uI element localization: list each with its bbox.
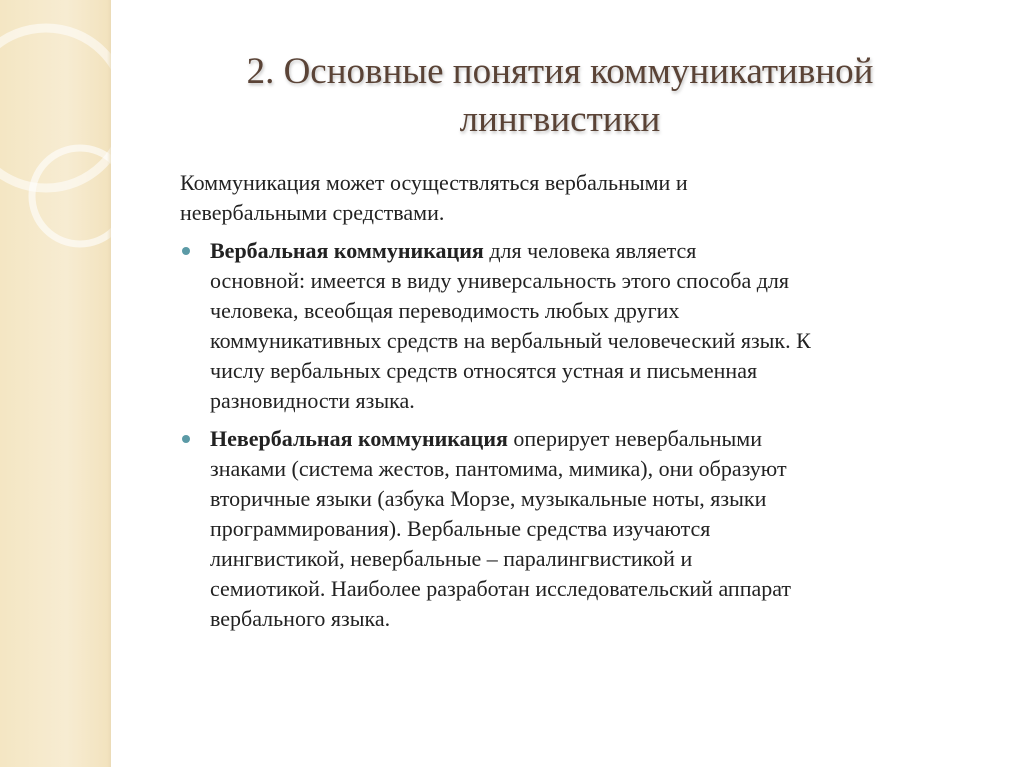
intro-paragraph — [180, 168, 1000, 228]
bullet-nonverbal — [180, 424, 1000, 634]
bullet-line: вербального языка. — [210, 606, 391, 631]
bullet-line: человека, всеобщая переводимость любых других — [210, 298, 680, 323]
bullet-line: вторичные языки (азбука Морзе, музыкальные ноты, языки — [210, 486, 767, 511]
title-line-1: 2. Основные понятия коммуникативной — [246, 51, 874, 92]
slide-title — [150, 48, 970, 144]
bullet-line: знаками (система жестов, пантомима, мимика), они образуют — [210, 456, 787, 481]
bullet-line: разновидности языка. — [210, 388, 415, 413]
bullet-dot-icon — [182, 247, 190, 255]
bullet-line — [210, 236, 1000, 266]
bullet-line: коммуникативных средств на вербальный человеческий язык. К — [210, 328, 811, 353]
left-decorative-band — [0, 0, 111, 767]
intro-line: Коммуникация может осуществляться вербальными и — [180, 170, 688, 195]
bullet-text: оперирует невербальными — [507, 426, 762, 451]
slide-body — [180, 168, 1000, 642]
bullet-text: для человека является — [483, 238, 697, 263]
bullet-line: основной: имеется в виду универсальность этого способа для — [210, 268, 790, 293]
deco-circle-large — [0, 28, 111, 188]
bullet-line — [210, 424, 1000, 454]
bullet-line: числу вербальных средств относятся устная и письменная — [210, 358, 758, 383]
bullet-line: лингвистикой, невербальные – паралингвистикой и — [210, 546, 693, 571]
bullet-verbal — [180, 236, 1000, 416]
bullet-dot-icon — [182, 435, 190, 443]
title-line-2: лингвистики — [459, 99, 661, 140]
bullet-line: семиотикой. Наиболее разработан исследовательский аппарат — [210, 576, 792, 601]
bullet-term: Вербальная коммуникация — [210, 238, 484, 263]
bullet-line: программирования). Вербальные средства изучаются — [210, 516, 711, 541]
decorative-circles — [0, 0, 111, 767]
intro-line: невербальными средствами. — [180, 200, 445, 225]
bullet-term: Невербальная коммуникация — [210, 426, 508, 451]
